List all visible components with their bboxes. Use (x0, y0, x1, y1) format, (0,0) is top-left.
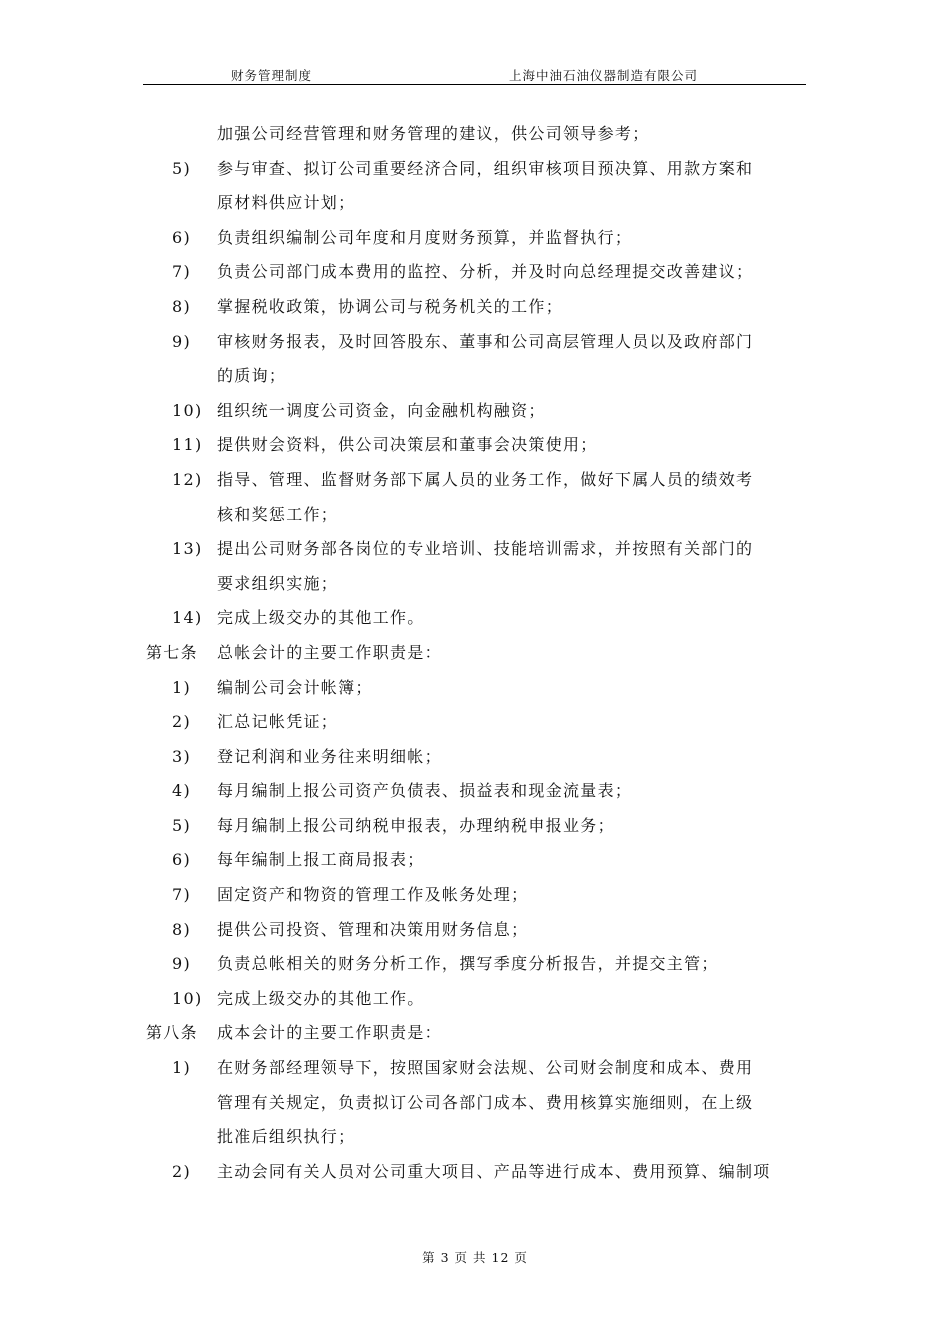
list-item-text: 完成上级交办的其他工作。 (217, 608, 425, 628)
list-item (0, 463, 950, 498)
list-item-text: 审核财务报表，及时回答股东、董事和公司高层管理人员以及政府部门 (217, 331, 754, 351)
list-item-number: 12) (172, 469, 203, 489)
list-item-text: 登记利润和业务往来明细帐； (217, 746, 442, 766)
list-item-text: 固定资产和物资的管理工作及帐务处理； (217, 885, 529, 905)
list-item (0, 532, 950, 567)
list-item-number: 2) (172, 712, 192, 732)
list-item-number: 8) (172, 296, 192, 316)
list-item-number: 14) (172, 608, 203, 628)
list-item (0, 947, 950, 982)
list-item-number: 1) (172, 677, 192, 697)
list-item (0, 394, 950, 429)
list-item (0, 982, 950, 1017)
page-header (143, 64, 806, 85)
list-item-text: 汇总记帐凭证； (217, 712, 339, 732)
continuation-line (0, 567, 950, 602)
footer-suffix: 页 (514, 1250, 528, 1265)
list-item (0, 601, 950, 636)
list-item (0, 705, 950, 740)
list-item-number: 10) (172, 988, 203, 1008)
article-number: 第八条 (146, 1023, 198, 1043)
list-item-text: 参与审查、拟订公司重要经济合同，组织审核项目预决算、用款方案和 (217, 158, 754, 178)
continuation-text: 批准后组织执行； (217, 1127, 356, 1147)
list-item (0, 325, 950, 360)
article-title: 总帐会计的主要工作职责是： (217, 642, 442, 662)
list-item-text: 每年编制上报工商局报表； (217, 850, 425, 870)
list-item-number: 5) (172, 815, 192, 835)
list-item (0, 843, 950, 878)
list-item (0, 913, 950, 948)
article-title: 成本会计的主要工作职责是： (217, 1023, 442, 1043)
list-item-text: 负责组织编制公司年度和月度财务预算，并监督执行； (217, 227, 633, 247)
list-item-text: 每月编制上报公司资产负债表、损益表和现金流量表； (217, 781, 633, 801)
continuation-text: 加强公司经营管理和财务管理的建议，供公司领导参考； (217, 124, 650, 143)
list-item (0, 1155, 950, 1190)
list-item-number: 4) (172, 781, 192, 801)
list-item-number: 8) (172, 919, 192, 939)
list-item (0, 428, 950, 463)
list-item-number: 3) (172, 746, 192, 766)
list-item (0, 774, 950, 809)
list-item (0, 255, 950, 290)
list-item (0, 221, 950, 256)
list-item-number: 13) (172, 539, 203, 559)
document-body (0, 117, 950, 1189)
page-footer (0, 1248, 950, 1266)
header-doc-title: 财务管理制度 (231, 68, 313, 83)
list-item (0, 809, 950, 844)
list-item-number: 6) (172, 227, 192, 247)
list-item-text: 主动会同有关人员对公司重大项目、产品等进行成本、费用预算、编制项 (217, 1161, 771, 1181)
article-heading (0, 1016, 950, 1051)
footer-middle: 页 共 (454, 1250, 487, 1265)
continuation-line (0, 1120, 950, 1155)
footer-page-number: 3 (440, 1250, 450, 1265)
list-item-text: 负责总帐相关的财务分析工作，撰写季度分析报告，并提交主管； (217, 954, 719, 974)
list-item (0, 1051, 950, 1086)
list-item (0, 878, 950, 913)
list-item-number: 9) (172, 954, 192, 974)
continuation-text: 的质询； (217, 366, 287, 386)
continuation-line (0, 498, 950, 533)
list-item (0, 290, 950, 325)
list-item-number: 1) (172, 1058, 192, 1078)
list-item (0, 740, 950, 775)
list-item-number: 10) (172, 400, 203, 420)
list-item-number: 7) (172, 262, 192, 282)
list-item-number: 7) (172, 885, 192, 905)
footer-prefix: 第 (422, 1250, 436, 1265)
list-item-text: 指导、管理、监督财务部下属人员的业务工作，做好下属人员的绩效考 (217, 469, 754, 489)
list-item-text: 提供财会资料，供公司决策层和董事会决策使用； (217, 435, 598, 455)
continuation-text: 原材料供应计划； (217, 193, 356, 213)
continuation-text: 核和奖惩工作； (217, 504, 339, 524)
list-item-text: 完成上级交办的其他工作。 (217, 988, 425, 1008)
article-number: 第七条 (146, 642, 198, 662)
list-item-text: 提出公司财务部各岗位的专业培训、技能培训需求，并按照有关部门的 (217, 539, 754, 559)
list-item-text: 组织统一调度公司资金，向金融机构融资； (217, 400, 546, 420)
list-item-number: 11) (172, 435, 203, 455)
list-item (0, 152, 950, 187)
list-item-number: 5) (172, 158, 192, 178)
list-item-text: 提供公司投资、管理和决策用财务信息； (217, 919, 529, 939)
list-item (0, 671, 950, 706)
list-item-text: 负责公司部门成本费用的监控、分析，并及时向总经理提交改善建议； (217, 262, 754, 282)
list-item-text: 在财务部经理领导下，按照国家财会法规、公司财会制度和成本、费用 (217, 1058, 754, 1078)
list-item-number: 9) (172, 331, 192, 351)
list-item-text: 掌握税收政策，协调公司与税务机关的工作； (217, 296, 564, 316)
footer-total-pages: 12 (491, 1250, 510, 1265)
continuation-line (0, 1086, 950, 1121)
continuation-line (0, 186, 950, 221)
continuation-line (0, 117, 950, 152)
list-item-number: 6) (172, 850, 192, 870)
list-item-text: 每月编制上报公司纳税申报表，办理纳税申报业务； (217, 815, 615, 835)
header-company-name: 上海中油石油仪器制造有限公司 (509, 68, 699, 83)
list-item-text: 编制公司会计帐簿； (217, 677, 373, 697)
article-heading (0, 636, 950, 671)
continuation-text: 要求组织实施； (217, 573, 339, 593)
list-item-number: 2) (172, 1161, 192, 1181)
continuation-line (0, 359, 950, 394)
continuation-text: 管理有关规定，负责拟订公司各部门成本、费用核算实施细则，在上级 (217, 1092, 754, 1112)
